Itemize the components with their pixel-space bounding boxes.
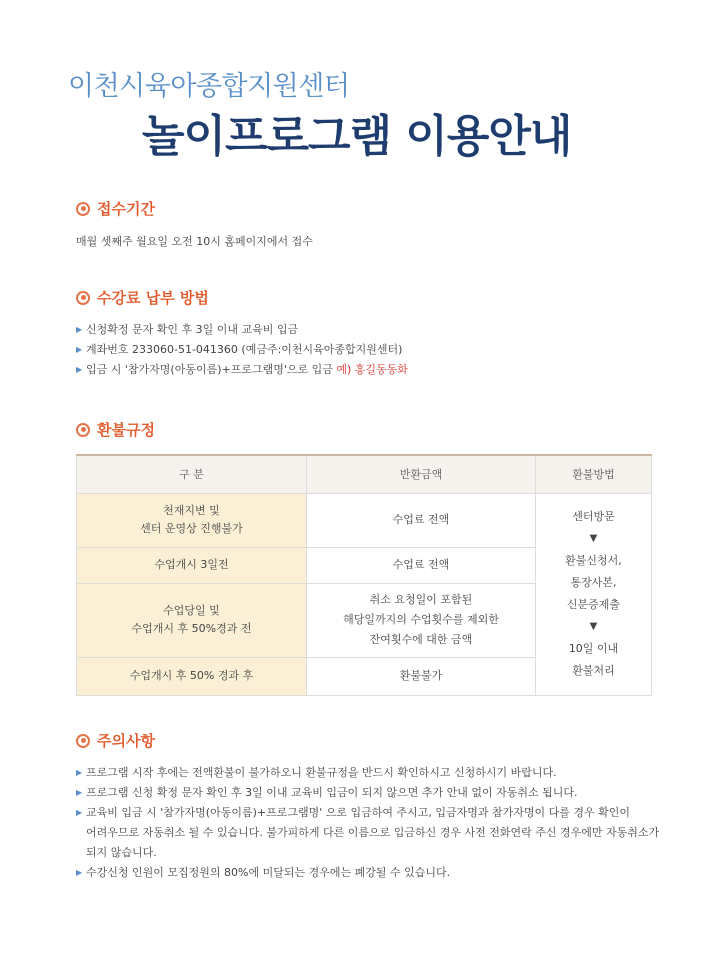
table-row (77, 493, 652, 547)
triangle-right-icon: ▶ (76, 365, 83, 374)
header-amount: 반환금액 (307, 455, 536, 493)
list-item: ▶ 수강신청 인원이 모집정원의 80%에 미달되는 경우에는 폐강될 수 있습니다. (76, 863, 676, 883)
refund-method-cell: 센터방문 ▼ 환불신청서, 통장사본, 신분증제출 ▼ 10일 이내 환불처리 (536, 493, 652, 695)
page-title: 놀이프로그램 이용안내 (142, 111, 572, 162)
row-amount: 수업료 전액 (307, 547, 536, 583)
period-text: 매월 셋째주 월요일 오전 10시 홈페이지에서 접수 (76, 235, 313, 248)
list-item: ▶ 프로그램 신청 확정 문자 확인 후 3일 이내 교육비 입금이 되지 않으면 추가 안내 없이 자동취소 됩니다. (76, 783, 676, 803)
refund-table (76, 454, 652, 696)
triangle-right-icon: ▶ (76, 868, 83, 877)
triangle-right-icon: ▶ (76, 345, 83, 354)
section-notice-heading (76, 730, 155, 751)
circle-target-icon (76, 423, 90, 437)
arrow-down-icon: ▼ (589, 533, 598, 544)
circle-target-icon (76, 202, 90, 216)
table-header-row (77, 455, 652, 493)
row-label: 천재지변 및 센터 운영상 진행불가 (77, 493, 307, 547)
header-category: 구 분 (77, 455, 307, 493)
triangle-right-icon: ▶ (76, 768, 83, 777)
section-period-title: 접수기간 (97, 200, 155, 218)
section-payment-heading (76, 287, 209, 308)
row-amount: 수업료 전액 (307, 493, 536, 547)
payment-list (76, 320, 408, 380)
notice-list (76, 763, 676, 883)
row-label: 수업개시 3일전 (77, 547, 307, 583)
circle-target-icon (76, 291, 90, 305)
arrow-down-icon: ▼ (589, 621, 598, 632)
list-item: ▶ 신청확정 문자 확인 후 3일 이내 교육비 입금 (76, 320, 408, 340)
header-method: 환불방법 (536, 455, 652, 493)
list-item: ▶ 입금 시 '참가자명(아동이름)+프로그램명'으로 입금 예) 홍길동동화 (76, 360, 408, 380)
list-item: ▶ 프로그램 시작 후에는 전액환불이 불가하오니 환불규정을 반드시 확인하시고 신청하시기 바랍니다. (76, 763, 676, 783)
row-amount: 취소 요청일이 포함된 해당일까지의 수업횟수를 제외한 잔여횟수에 대한 금액 (307, 583, 536, 657)
list-item: ▶ 교육비 입금 시 '참가자명(아동이름)+프로그램명' 으로 입금하여 주시고, 입금자명과 참가자명이 다를 경우 확인이 어려우므로 자동취소 될 수 있습니다. 불가피하게 다른 이름으로 입금하신 경우 사전 전화연락 주신 경우에만 자동취소가 되지 않습니다. (76, 803, 676, 863)
list-item: ▶ 계좌번호 233060-51-041360 (예금주:이천시육아종합지원센터) (76, 340, 408, 360)
row-label: 수업당일 및 수업개시 후 50%경과 전 (77, 583, 307, 657)
row-label: 수업개시 후 50% 경과 후 (77, 657, 307, 695)
section-refund-title: 환불규정 (97, 421, 155, 439)
section-payment-title: 수강료 납부 방법 (97, 289, 209, 307)
section-period-heading (76, 198, 155, 219)
center-name: 이천시육아종합지원센터 (68, 71, 350, 102)
circle-target-icon (76, 734, 90, 748)
triangle-right-icon: ▶ (76, 808, 83, 817)
example-text: 예) 홍길동동화 (336, 363, 408, 376)
section-refund-heading (76, 419, 155, 440)
triangle-right-icon: ▶ (76, 325, 83, 334)
section-notice-title: 주의사항 (97, 732, 155, 750)
triangle-right-icon: ▶ (76, 788, 83, 797)
row-amount: 환불불가 (307, 657, 536, 695)
